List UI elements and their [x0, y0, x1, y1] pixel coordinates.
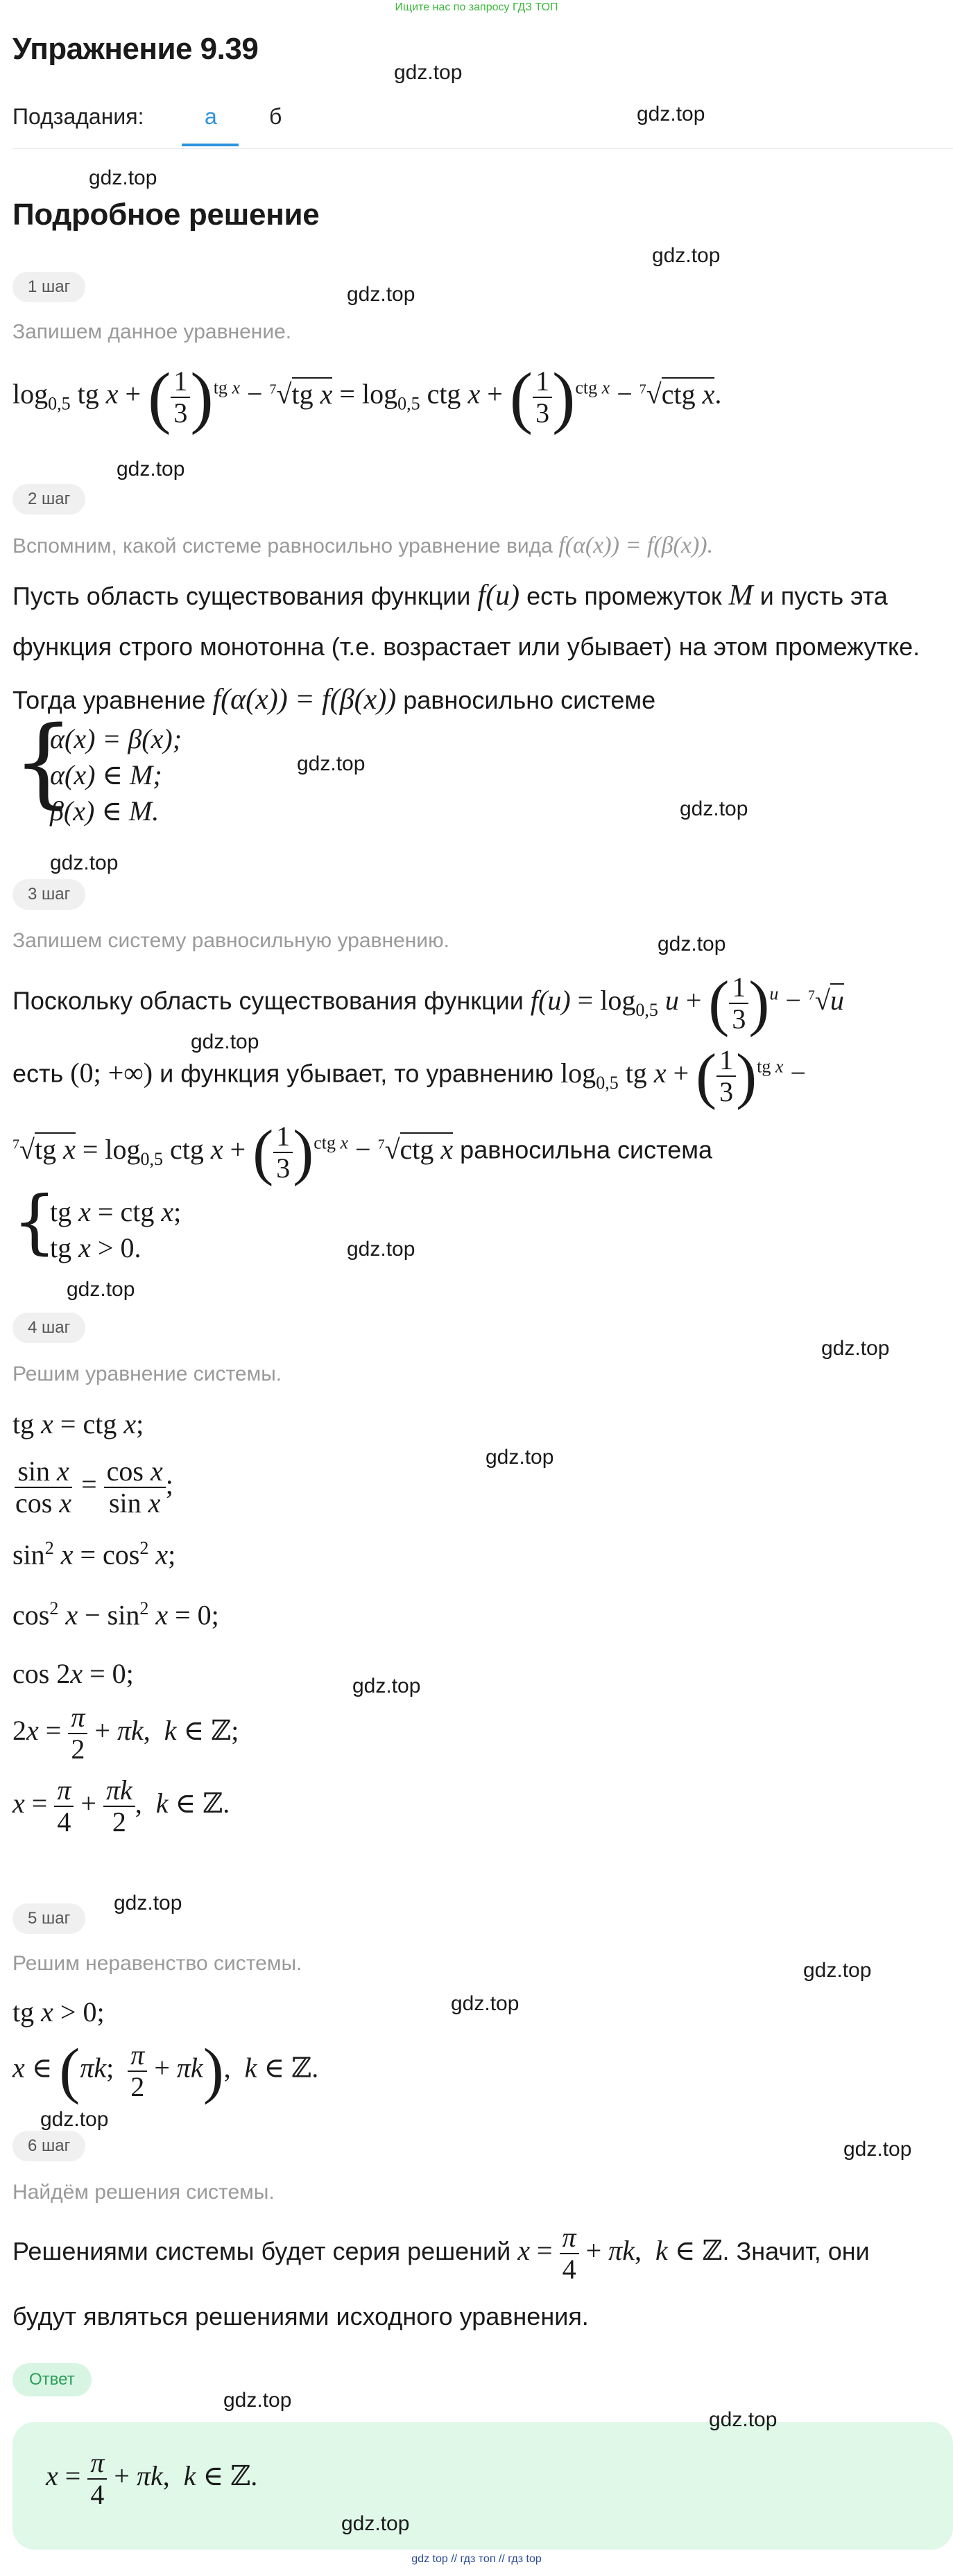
equation-line: tg x = ctg x;: [12, 1408, 144, 1440]
step-pill: 3 шаг: [12, 879, 85, 910]
answer-equation: x = $\frac{\pi}{4}$ + πk, k ∈ ℤ.: [46, 2447, 258, 2510]
watermark: gdz.top: [821, 1337, 890, 1360]
step-pill: 4 шаг: [12, 1313, 85, 1343]
watermark: gdz.top: [347, 1238, 415, 1261]
step-hint: Решим неравенство системы.: [12, 1952, 302, 1975]
watermark: gdz.top: [67, 1278, 135, 1301]
equation-line: x ∈ (πk; $\frac{\pi}{2}$ + πk), k ∈ ℤ.: [12, 2037, 319, 2105]
paragraph: Поскольку область существования функции $f(u) = \log_{0,5} u$ + ( $\frac{1}{3}$ )$^u$ − $^7$√u: [12, 969, 844, 1037]
watermark: gdz.top: [114, 1892, 182, 1914]
divider: [12, 148, 953, 149]
watermark: gdz.top: [394, 61, 463, 84]
watermark: gdz.top: [803, 1959, 872, 1982]
watermark: gdz.top: [40, 2108, 109, 2131]
step-pill: 2 шаг: [12, 484, 85, 515]
active-tab-indicator: [182, 144, 239, 146]
step-hint: Запишем данное уравнение.: [12, 320, 292, 343]
step-hint: Решим уравнение системы.: [12, 1363, 282, 1385]
paragraph: будут являться решениями исходного уравнения.: [12, 2302, 589, 2331]
paragraph: функция строго монотонна (т.е. возрастает или убывает) на этом промежутке.: [12, 632, 920, 661]
system-brace: {: [12, 706, 75, 819]
top-search-link[interactable]: Ищите нас по запросу ГДЗ ТОП: [395, 1, 558, 13]
watermark: gdz.top: [843, 2138, 912, 2161]
paragraph: есть (0; +∞) и функция убывает, то уравнению $\log_{0,5}$ tg x + ( $\frac{1}{3}$ )$^{tg x}$ −: [12, 1041, 806, 1110]
paragraph: Тогда уравнение f(α(x)) = f(β(x)) равносильно системе: [12, 684, 656, 716]
system-general: α(x) = β(x); α(x) ∈ M; β(x) ∈ M.: [50, 723, 182, 827]
watermark: gdz.top: [347, 283, 415, 306]
page-title: Упражнение 9.39: [12, 32, 259, 66]
paragraph: $^7$√tg $x = \log_{0,5}$ ctg x + ( $\frac{1}{3}$ )$^{ctg x}$ − $^7$√ctg x равносильна система: [12, 1118, 713, 1186]
section-title: Подробное решение: [12, 198, 320, 232]
equation-line: $\frac{\text{sin x}}{\text{cos x}}$ = $\frac{\text{cos x}}{\text{sin x}}$ ;: [15, 1455, 173, 1519]
subtasks-label: Подзадания:: [12, 104, 144, 129]
footer-links[interactable]: gdz top // гдз топ // гдз top: [411, 2553, 542, 2565]
watermark: gdz.top: [658, 933, 726, 956]
watermark: gdz.top: [680, 797, 748, 820]
watermark: gdz.top: [352, 1675, 421, 1697]
step-hint: Найдём решения системы.: [12, 2181, 275, 2204]
equation-line: cos 2x = 0;: [12, 1658, 134, 1689]
step-hint: Запишем систему равносильную уравнению.: [12, 929, 449, 952]
tab-subtask-b[interactable]: б: [269, 104, 282, 129]
watermark: gdz.top: [451, 1992, 520, 2015]
watermark: gdz.top: [341, 2512, 410, 2535]
equation-line: tg x > 0;: [12, 1996, 105, 2028]
step-pill: 5 шаг: [12, 1903, 85, 1934]
watermark: gdz.top: [223, 2389, 292, 2412]
equation-line: x = $\frac{\pi}{4}$ + $\frac{\pi k}{2}$ , k ∈ ℤ.: [12, 1774, 230, 1838]
watermark: gdz.top: [297, 752, 366, 775]
step-pill: 6 шаг: [12, 2131, 85, 2161]
watermark: gdz.top: [709, 2408, 778, 2431]
paragraph: Пусть область существования функции f(u) есть промежуток M и пусть эта: [12, 580, 888, 612]
equation-given: $\log_{0,5}$ tg x + ( $\frac{1}{3}$ )$^{tg x}$ − $^7$√tg $x = \log_{0,5}$ ctg x + ( $\frac{1}{3}$ )$^{ctg x}$ − $^7$√ctg x.: [12, 358, 722, 435]
answer-label: Ответ: [12, 2363, 92, 2396]
system-brace: {: [12, 1181, 57, 1262]
watermark: gdz.top: [637, 103, 705, 126]
step-hint: Вспомним, какой системе равносильно уравнение вида f(α(x)) = f(β(x)).: [12, 533, 714, 558]
watermark: gdz.top: [486, 1446, 554, 1469]
paragraph: Решениями системы будет серия решений x = $\frac{\pi}{4}$ + πk, k ∈ ℤ. Значит, они: [12, 2222, 870, 2285]
step-pill: 1 шаг: [12, 272, 85, 302]
equation-line: $\sin^2 x = \cos^2 x$;: [12, 1538, 176, 1571]
watermark: gdz.top: [117, 458, 185, 481]
watermark: gdz.top: [50, 852, 119, 874]
equation-line: $\cos^2 x - \sin^2 x = 0$;: [12, 1598, 219, 1631]
watermark: gdz.top: [191, 1030, 259, 1053]
watermark: gdz.top: [89, 166, 157, 189]
watermark: gdz.top: [652, 244, 721, 267]
step-hint-text: Вспомним, какой системе равносильно уравнение вида: [12, 535, 553, 557]
system-specific: tg x = ctg x; tg x > 0.: [50, 1196, 182, 1263]
equation-line: 2x = $\frac{\pi}{2}$ + πk, k ∈ ℤ;: [12, 1702, 239, 1765]
tab-subtask-a[interactable]: а: [205, 104, 217, 129]
